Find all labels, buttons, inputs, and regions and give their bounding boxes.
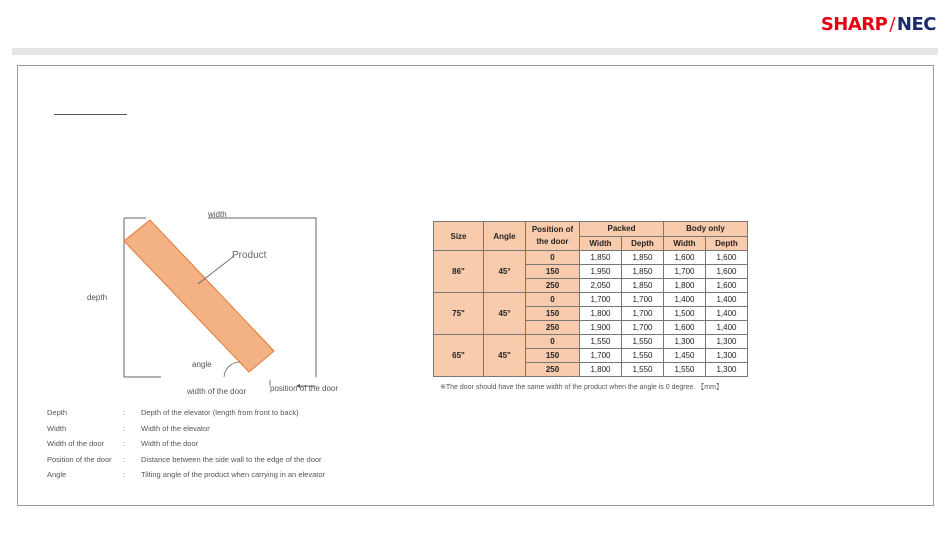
body-depth-cell: 1,300 xyxy=(706,335,748,349)
body-depth-cell: 1,400 xyxy=(706,293,748,307)
position-cell: 0 xyxy=(526,335,580,349)
body-width-cell: 1,450 xyxy=(664,349,706,363)
legend-row-door-position xyxy=(47,452,325,468)
table-row xyxy=(434,335,748,349)
packed-depth-cell: 1,550 xyxy=(622,349,664,363)
door-position-label: position of the door xyxy=(270,384,339,393)
angle-label: angle xyxy=(192,360,212,369)
legend-term: Width xyxy=(47,423,67,433)
size-cell: 75" xyxy=(434,293,484,335)
legend-desc: Distance between the side wall to the edge of the door xyxy=(141,454,322,464)
legend-colon: : xyxy=(123,423,126,433)
body-depth-cell: 1,600 xyxy=(706,265,748,279)
body-width-cell: 1,600 xyxy=(664,321,706,335)
width-label: width xyxy=(208,210,227,219)
packed-depth-cell: 1,550 xyxy=(622,335,664,349)
packed-width-cell: 1,800 xyxy=(580,363,622,377)
packed-width-cell: 2,050 xyxy=(580,279,622,293)
position-cell: 150 xyxy=(526,307,580,321)
legend-row-depth xyxy=(47,405,325,421)
size-cell: 65" xyxy=(434,335,484,377)
header-body-width: Width xyxy=(664,236,706,251)
angle-arc xyxy=(224,362,240,377)
header-size: Size xyxy=(434,222,484,251)
packed-width-cell: 1,700 xyxy=(580,349,622,363)
definitions-legend xyxy=(47,405,325,483)
brand-logo xyxy=(821,14,936,35)
header-packed-depth: Depth xyxy=(622,236,664,251)
table-row xyxy=(434,293,748,307)
product-shape xyxy=(124,220,274,372)
packed-width-cell: 1,900 xyxy=(580,321,622,335)
legend-colon: : xyxy=(123,470,126,479)
packed-depth-cell: 1,850 xyxy=(622,251,664,265)
legend-term: Depth xyxy=(47,408,68,417)
packed-depth-cell: 1,850 xyxy=(622,279,664,293)
size-cell: 86" xyxy=(434,251,484,293)
packed-depth-cell: 1,700 xyxy=(622,321,664,335)
body-depth-cell: 1,600 xyxy=(706,279,748,293)
body-width-cell: 1,800 xyxy=(664,279,706,293)
legend-row-width xyxy=(47,421,325,437)
packed-width-cell: 1,800 xyxy=(580,307,622,321)
body-width-cell: 1,700 xyxy=(664,265,706,279)
body-depth-cell: 1,300 xyxy=(706,349,748,363)
packed-depth-cell: 1,850 xyxy=(622,265,664,279)
angle-cell: 45" xyxy=(484,335,526,377)
header-packed-width: Width xyxy=(580,236,622,251)
door-width-label: width of the door xyxy=(187,387,247,396)
header-packed: Packed xyxy=(580,222,664,237)
position-cell: 250 xyxy=(526,321,580,335)
body-depth-cell: 1,300 xyxy=(706,363,748,377)
position-cell: 0 xyxy=(526,293,580,307)
legend-colon: : xyxy=(123,439,126,448)
header-body-only: Body only xyxy=(664,222,748,237)
position-cell: 250 xyxy=(526,363,580,377)
header-angle: Angle xyxy=(484,222,526,251)
header-body-depth: Depth xyxy=(706,236,748,251)
legend-term: Angle xyxy=(47,470,67,479)
legend-term: Width of the door xyxy=(47,439,105,448)
legend-desc: Depth of the elevator (length from front to back) xyxy=(141,408,299,417)
header-divider xyxy=(12,48,938,55)
legend-colon: : xyxy=(123,408,126,417)
packed-depth-cell: 1,700 xyxy=(622,293,664,307)
legend-term: Position of the door xyxy=(47,454,112,464)
product-leader-line xyxy=(198,256,234,284)
legend-desc: Width of the door xyxy=(141,439,199,448)
angle-cell: 45° xyxy=(484,293,526,335)
body-depth-cell: 1,400 xyxy=(706,307,748,321)
legend-colon: : xyxy=(123,454,126,464)
logo-sharp: SHARP xyxy=(820,14,888,35)
body-width-cell: 1,500 xyxy=(664,307,706,321)
position-cell: 250 xyxy=(526,279,580,293)
legend-row-angle xyxy=(47,467,325,483)
body-depth-cell: 1,400 xyxy=(706,321,748,335)
position-cell: 0 xyxy=(526,251,580,265)
body-width-cell: 1,550 xyxy=(664,363,706,377)
body-width-cell: 1,300 xyxy=(664,335,706,349)
packed-width-cell: 1,700 xyxy=(580,293,622,307)
logo-nec: NEC xyxy=(896,14,936,35)
position-cell: 150 xyxy=(526,265,580,279)
packed-width-cell: 1,550 xyxy=(580,335,622,349)
product-label: Product xyxy=(232,250,267,261)
table-footnote: ※The door should have the same width of the product when the angle is 0 degree. 【mm】 xyxy=(440,384,723,391)
body-width-cell: 1,400 xyxy=(664,293,706,307)
packed-depth-cell: 1,550 xyxy=(622,363,664,377)
body-width-cell: 1,600 xyxy=(664,251,706,265)
body-depth-cell: 1,600 xyxy=(706,251,748,265)
elevator-dimensions-table xyxy=(433,221,748,377)
header-position: Position of the door xyxy=(526,222,580,251)
angle-cell: 45° xyxy=(484,251,526,293)
packed-depth-cell: 1,700 xyxy=(622,307,664,321)
packed-width-cell: 1,950 xyxy=(580,265,622,279)
legend-desc: Width of the elevator xyxy=(141,423,210,433)
content-panel xyxy=(17,65,934,506)
legend-desc: Tilting angle of the product when carrying in an elevator xyxy=(141,470,325,479)
legend-row-door-width xyxy=(47,436,325,452)
depth-label: depth xyxy=(87,293,108,302)
packed-width-cell: 1,850 xyxy=(580,251,622,265)
position-cell: 150 xyxy=(526,349,580,363)
table-row xyxy=(434,251,748,265)
logo-separator: / xyxy=(889,14,895,35)
